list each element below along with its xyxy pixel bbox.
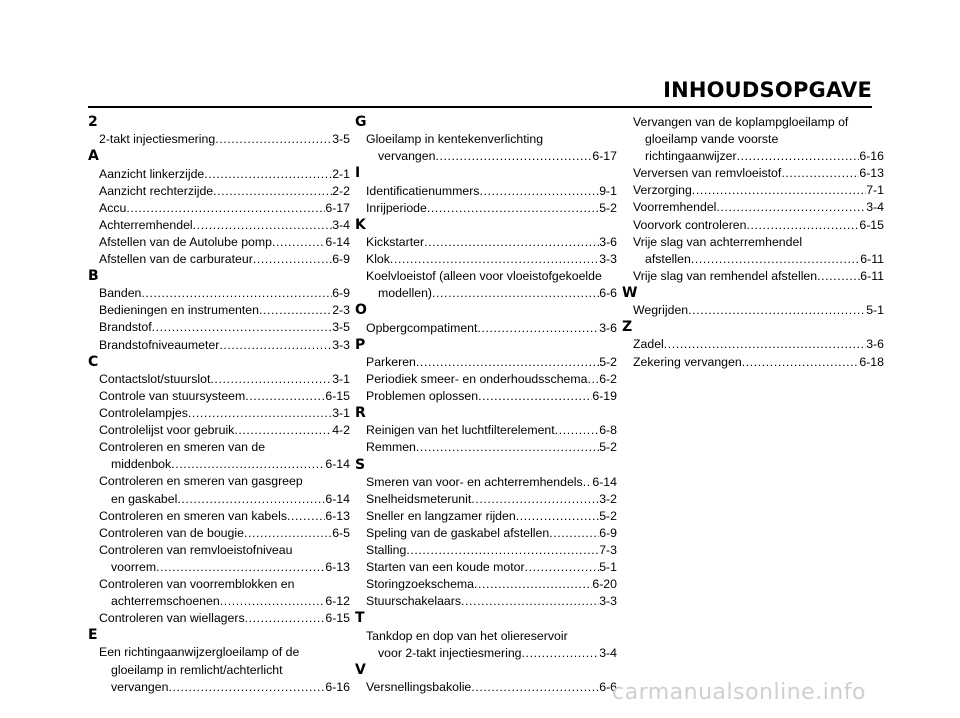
index-letter-heading: B bbox=[88, 268, 99, 285]
index-page-ref: 3-1 bbox=[332, 406, 350, 421]
dot-leader bbox=[688, 302, 866, 319]
index-entry-label: Controlelijst voor gebruik bbox=[99, 423, 235, 438]
index-entry bbox=[355, 320, 617, 337]
index-entry bbox=[88, 251, 350, 268]
index-page-ref: 6-6 bbox=[599, 680, 617, 695]
dot-leader bbox=[259, 302, 332, 319]
index-entry bbox=[88, 337, 350, 354]
index-entry bbox=[622, 165, 884, 182]
index-letter-heading: E bbox=[88, 627, 98, 644]
dot-leader bbox=[177, 491, 325, 508]
dot-leader bbox=[555, 422, 600, 439]
index-page-ref: 5-2 bbox=[599, 354, 617, 369]
index-letter-heading: V bbox=[355, 661, 366, 678]
index-entry bbox=[88, 217, 350, 234]
index-letter-heading: O bbox=[355, 302, 367, 319]
index-page-ref: 7-3 bbox=[599, 543, 617, 558]
index-entry-label: Afstellen van de carburateur bbox=[99, 251, 253, 266]
index-entry bbox=[355, 508, 617, 525]
index-letter-heading: I bbox=[355, 165, 361, 182]
index-page-ref: 6-14 bbox=[325, 234, 350, 249]
index-page-ref: 6-9 bbox=[332, 286, 350, 301]
index-entry-label: achterremschoenen bbox=[111, 594, 220, 609]
index-entry-text: Controleren en smeren van de bbox=[99, 440, 266, 455]
dot-leader bbox=[204, 166, 332, 183]
index-letter-heading: C bbox=[88, 353, 99, 370]
index-entry-text: Koelvloeistof (alleen voor vloeistofgekoelde bbox=[366, 269, 602, 284]
index-entry-label: 2-takt injectiesmering bbox=[99, 132, 216, 147]
index-entry-label: Versnellingsbakolie bbox=[366, 680, 472, 695]
dot-leader bbox=[245, 388, 325, 405]
index-letter-heading: R bbox=[355, 405, 366, 422]
dot-leader bbox=[817, 268, 860, 285]
index-entry bbox=[355, 525, 617, 542]
index-entry-label: Brandstof bbox=[99, 320, 152, 335]
index-page-ref: 5-1 bbox=[866, 303, 884, 318]
dot-leader bbox=[210, 371, 332, 388]
index-entry-label: Snelheidsmeterunit bbox=[366, 491, 472, 506]
index-entry bbox=[88, 200, 350, 217]
dot-leader bbox=[219, 337, 332, 354]
index-page-ref: 6-14 bbox=[325, 491, 350, 506]
index-entry-label: Verzorging bbox=[633, 183, 692, 198]
index-entry bbox=[355, 183, 617, 200]
index-entry-label: Achterremhendel bbox=[99, 217, 193, 232]
index-entry bbox=[355, 559, 617, 576]
index-page-ref: 3-5 bbox=[332, 320, 350, 335]
index-entry-label: Controlelampjes bbox=[99, 406, 188, 421]
dot-leader bbox=[416, 439, 599, 456]
index-entry bbox=[355, 576, 617, 593]
index-entry bbox=[88, 166, 350, 183]
index-entry-label: Zadel bbox=[633, 337, 664, 352]
index-entry bbox=[355, 542, 617, 559]
index-page-ref: 6-13 bbox=[859, 166, 884, 181]
index-entry-label: Aanzicht linkerzijde bbox=[99, 166, 205, 181]
index-entry-label: Smeren van voor- en achterremhendels bbox=[366, 474, 583, 489]
index-entry-label: en gaskabel bbox=[111, 491, 178, 506]
index-page-ref: 3-3 bbox=[599, 252, 617, 267]
index-page-ref: 6-11 bbox=[860, 251, 884, 266]
index-entry bbox=[355, 131, 617, 165]
dot-leader bbox=[692, 182, 866, 199]
index-page-ref: 5-1 bbox=[599, 560, 617, 575]
index-entry-label: Klok bbox=[366, 252, 390, 267]
dot-leader bbox=[253, 251, 332, 268]
dot-leader bbox=[272, 234, 325, 251]
index-entry bbox=[88, 319, 350, 336]
index-entry-label: vervangen bbox=[378, 149, 436, 164]
index-entry-label: Kickstarter bbox=[366, 234, 425, 249]
page-title: INHOUDSOPGAVE bbox=[663, 78, 872, 102]
index-page-ref: 6-16 bbox=[859, 149, 884, 164]
index-entry-label: Opbergcompatiment bbox=[366, 320, 478, 335]
index-entry-label: Speling van de gaskabel afstellen bbox=[366, 526, 550, 541]
index-entry bbox=[88, 439, 350, 473]
index-entry-text: Tankdop en dop van het oliereservoir bbox=[366, 628, 568, 643]
index-page-ref: 6-15 bbox=[325, 388, 350, 403]
index-entry bbox=[355, 354, 617, 371]
dot-leader bbox=[416, 354, 599, 371]
dot-leader bbox=[477, 320, 599, 337]
index-entry-label: Afstellen van de Autolube pomp bbox=[99, 234, 272, 249]
index-entry-label: Verversen van remvloeistof bbox=[633, 166, 782, 181]
index-entry-label: vervangen bbox=[111, 679, 169, 694]
index-entry-label: Vrije slag van remhendel afstellen bbox=[633, 268, 818, 283]
dot-leader bbox=[737, 148, 860, 165]
dot-leader bbox=[516, 508, 600, 525]
index-letter-heading: G bbox=[355, 114, 367, 130]
dot-leader bbox=[215, 131, 332, 148]
dot-leader bbox=[171, 456, 325, 473]
index-entry-text: Controleren en smeren van gasgreep bbox=[99, 474, 303, 489]
index-entry bbox=[88, 183, 350, 200]
index-entry-label: afstellen bbox=[645, 251, 691, 266]
index-entry-text: Een richtingaanwijzergloeilamp of de bbox=[99, 645, 300, 660]
index-page-ref: 6-13 bbox=[325, 508, 350, 523]
index-entry bbox=[622, 354, 884, 371]
dot-leader bbox=[664, 336, 866, 353]
index-entry-text: Vrije slag van achterremhendel bbox=[633, 234, 803, 249]
index-entry-label: Aanzicht rechterzijde bbox=[99, 183, 214, 198]
index-entry-label: Sneller en langzamer rijden bbox=[366, 508, 516, 523]
index-entry bbox=[355, 371, 617, 388]
index-entry bbox=[88, 576, 350, 610]
index-letter-heading: K bbox=[355, 216, 366, 233]
index-entry-label: Zekering vervangen bbox=[633, 354, 742, 369]
index-page-ref: 6-6 bbox=[599, 286, 617, 301]
dot-leader bbox=[522, 645, 600, 662]
index-entry-label: Parkeren bbox=[366, 354, 416, 369]
index-entry-label: Voorremhendel bbox=[633, 200, 717, 215]
dot-leader bbox=[583, 474, 593, 491]
index-entry-label: Controleren en smeren van kabels bbox=[99, 508, 287, 523]
index-page-ref: 3-6 bbox=[599, 234, 617, 249]
index-entry-label: Wegrijden bbox=[633, 303, 689, 318]
index-entry-label: Starten van een koude motor bbox=[366, 560, 525, 575]
index-entry-label: Bedieningen en instrumenten bbox=[99, 303, 259, 318]
dot-leader bbox=[461, 593, 599, 610]
dot-leader bbox=[220, 593, 326, 610]
index-entry bbox=[88, 388, 350, 405]
dot-leader bbox=[525, 559, 600, 576]
index-page-ref: 6-16 bbox=[325, 679, 350, 694]
index-page-ref: 6-9 bbox=[332, 251, 350, 266]
dot-leader bbox=[471, 491, 599, 508]
index-page-ref: 6-11 bbox=[860, 268, 884, 283]
index-entry bbox=[88, 508, 350, 525]
index-page-ref: 5-2 bbox=[599, 508, 617, 523]
index-column-2 bbox=[355, 114, 617, 696]
watermark: carmanualsonline.info bbox=[612, 680, 866, 705]
dot-leader bbox=[471, 679, 599, 696]
dot-leader bbox=[287, 508, 325, 525]
index-entry-label: Controleren van wiellagers bbox=[99, 611, 245, 626]
dot-leader bbox=[474, 576, 592, 593]
dot-leader bbox=[193, 217, 333, 234]
index-page-ref: 3-6 bbox=[599, 320, 617, 335]
index-page-ref: 3-6 bbox=[866, 337, 884, 352]
index-entry bbox=[88, 610, 350, 627]
index-entry bbox=[88, 473, 350, 507]
index-entry bbox=[622, 114, 884, 165]
index-entry bbox=[355, 439, 617, 456]
index-entry-label: Banden bbox=[99, 286, 142, 301]
index-page-ref: 5-2 bbox=[599, 200, 617, 215]
index-column-1 bbox=[88, 114, 350, 696]
index-entry bbox=[88, 422, 350, 439]
index-entry-text: gloeilamp in remlicht/achterlicht bbox=[111, 662, 283, 677]
index-entry-label: Accu bbox=[99, 200, 127, 215]
index-letter-heading: W bbox=[622, 284, 638, 301]
index-entry bbox=[88, 285, 350, 302]
index-letter-heading: T bbox=[355, 610, 365, 627]
dot-leader bbox=[432, 285, 599, 302]
index-page-ref: 3-4 bbox=[866, 200, 884, 215]
index-entry-text: Controleren van remvloeistofniveau bbox=[99, 542, 293, 557]
index-page-ref: 6-15 bbox=[859, 217, 884, 232]
index-page-ref: 6-2 bbox=[599, 371, 617, 386]
index-entry bbox=[355, 388, 617, 405]
index-entry-text: Controleren van voorremblokken en bbox=[99, 576, 295, 591]
index-entry-text: gloeilamp vande voorste bbox=[645, 132, 779, 147]
dot-leader bbox=[168, 679, 325, 696]
index-entry bbox=[355, 200, 617, 217]
dot-leader bbox=[424, 234, 599, 251]
index-entry-label: Storingzoekschema bbox=[366, 577, 474, 592]
index-page-ref: 3-4 bbox=[599, 645, 617, 660]
dot-leader bbox=[234, 422, 332, 439]
dot-leader bbox=[427, 200, 599, 217]
index-entry-label: Controleren van de bougie bbox=[99, 525, 244, 540]
dot-leader bbox=[390, 251, 599, 268]
dot-leader bbox=[435, 148, 592, 165]
dot-leader bbox=[746, 217, 859, 234]
dot-leader bbox=[406, 542, 599, 559]
index-entry bbox=[88, 371, 350, 388]
index-page-ref: 3-1 bbox=[332, 371, 350, 386]
index-column-3 bbox=[622, 114, 884, 371]
index-letter-heading: S bbox=[355, 456, 366, 473]
index-page-ref: 6-17 bbox=[325, 200, 350, 215]
index-entry-label: Voorvork controleren bbox=[633, 217, 747, 232]
index-entry-label: Stalling bbox=[366, 543, 407, 558]
index-entry-label: Brandstofniveaumeter bbox=[99, 337, 220, 352]
header-rule bbox=[88, 106, 872, 108]
index-page-ref: 6-20 bbox=[592, 577, 617, 592]
index-entry bbox=[88, 542, 350, 576]
index-page-ref: 6-12 bbox=[325, 594, 350, 609]
dot-leader bbox=[691, 251, 860, 268]
dot-leader bbox=[188, 405, 332, 422]
index-entry-text: Vervangen van de koplampgloeilamp of bbox=[633, 115, 849, 129]
dot-leader bbox=[742, 354, 860, 371]
index-entry-label: Inrijperiode bbox=[366, 200, 427, 215]
index-entry-label: voor 2-takt injectiesmering bbox=[378, 645, 522, 660]
index-entry-label: Reinigen van het luchtfilterelement bbox=[366, 423, 555, 438]
index-entry bbox=[622, 302, 884, 319]
index-entry bbox=[622, 217, 884, 234]
index-letter-heading: 2 bbox=[88, 114, 98, 130]
index-page-ref: 7-1 bbox=[866, 183, 884, 198]
dot-leader bbox=[156, 559, 325, 576]
index-page-ref: 3-4 bbox=[332, 217, 350, 232]
index-entry-label: Stuurschakelaars bbox=[366, 594, 462, 609]
dot-leader bbox=[478, 388, 592, 405]
index-page-ref: 6-14 bbox=[325, 457, 350, 472]
index-entry-label: Identificatienummers bbox=[366, 183, 480, 198]
dot-leader bbox=[479, 183, 599, 200]
index-page-ref: 6-5 bbox=[332, 525, 350, 540]
index-entry-label: Periodiek smeer- en onderhoudsschema bbox=[366, 371, 588, 386]
index-page-ref: 6-15 bbox=[325, 611, 350, 626]
index-entry-label: Controle van stuursysteem bbox=[99, 388, 246, 403]
index-entry bbox=[355, 679, 617, 696]
index-entry bbox=[88, 234, 350, 251]
index-page-ref: 4-2 bbox=[332, 423, 350, 438]
index-entry-label: Problemen oplossen bbox=[366, 389, 479, 404]
index-page-ref: 6-9 bbox=[599, 526, 617, 541]
index-entry bbox=[88, 302, 350, 319]
index-entry bbox=[622, 182, 884, 199]
index-entry-text: Gloeilamp in kentekenverlichting bbox=[366, 132, 544, 147]
index-entry bbox=[88, 644, 350, 695]
index-page-ref: 6-18 bbox=[859, 354, 884, 369]
dot-leader bbox=[781, 165, 859, 182]
index-page-ref: 9-1 bbox=[599, 183, 617, 198]
index-entry bbox=[355, 268, 617, 302]
dot-leader bbox=[213, 183, 332, 200]
index-entry bbox=[88, 525, 350, 542]
index-page-ref: 2-1 bbox=[332, 166, 350, 181]
dot-leader bbox=[716, 199, 866, 216]
dot-leader bbox=[244, 525, 332, 542]
index-page-ref: 6-8 bbox=[599, 423, 617, 438]
index-entry bbox=[88, 131, 350, 148]
index-entry bbox=[622, 234, 884, 268]
index-entry-label: middenbok bbox=[111, 457, 172, 472]
index-page-ref: 3-3 bbox=[332, 337, 350, 352]
index-page-ref: 3-2 bbox=[599, 491, 617, 506]
index-page-ref: 5-2 bbox=[599, 440, 617, 455]
index-entry-label: richtingaanwijzer bbox=[645, 149, 737, 164]
index-entry bbox=[88, 405, 350, 422]
dot-leader bbox=[587, 371, 599, 388]
index-entry-label: voorrem bbox=[111, 559, 157, 574]
index-page-ref: 6-13 bbox=[325, 559, 350, 574]
index-entry-label: modellen) bbox=[378, 286, 432, 301]
dot-leader bbox=[245, 610, 326, 627]
index-entry bbox=[355, 593, 617, 610]
index-letter-heading: A bbox=[88, 148, 99, 165]
index-entry-label: Remmen bbox=[366, 440, 416, 455]
index-entry bbox=[622, 199, 884, 216]
index-entry bbox=[355, 234, 617, 251]
index-entry bbox=[355, 474, 617, 491]
index-page-ref: 3-3 bbox=[599, 594, 617, 609]
dot-leader bbox=[152, 319, 333, 336]
index-page-ref: 2-3 bbox=[332, 303, 350, 318]
index-entry bbox=[622, 268, 884, 285]
dot-leader bbox=[126, 200, 325, 217]
index-entry bbox=[355, 628, 617, 662]
index-page-ref: 2-2 bbox=[332, 183, 350, 198]
index-entry bbox=[355, 422, 617, 439]
index-entry-label: Contactslot/stuurslot bbox=[99, 371, 211, 386]
index-entry bbox=[622, 336, 884, 353]
index-page-ref: 6-14 bbox=[592, 474, 617, 489]
index-entry bbox=[355, 491, 617, 508]
index-page-ref: 6-17 bbox=[592, 149, 617, 164]
index-page-ref: 3-5 bbox=[332, 132, 350, 147]
dot-leader bbox=[141, 285, 332, 302]
dot-leader bbox=[549, 525, 599, 542]
index-entry bbox=[355, 251, 617, 268]
index-letter-heading: Z bbox=[622, 319, 633, 336]
index-page-ref: 6-19 bbox=[592, 389, 617, 404]
index-letter-heading: P bbox=[355, 336, 366, 353]
